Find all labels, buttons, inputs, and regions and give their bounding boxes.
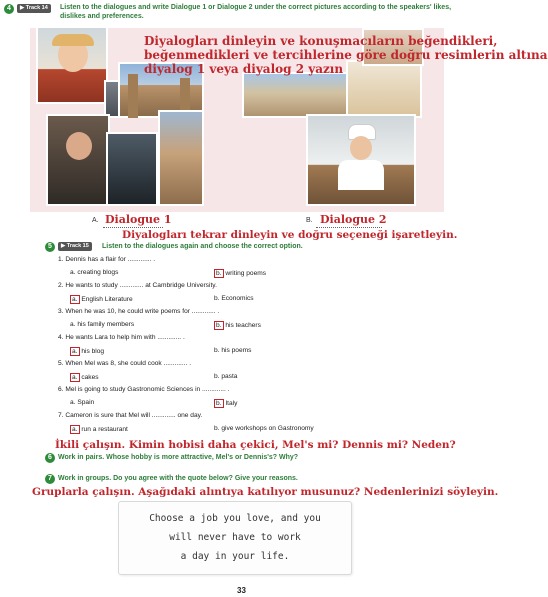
question-4-option-b[interactable]: b. his poems — [214, 347, 252, 354]
selected-answer-marker: b. — [216, 322, 222, 329]
question-4-stem: 4. He wants Lara to help him with ............. . — [58, 334, 185, 341]
photo-tablet-user — [106, 132, 158, 206]
question-4-option-a[interactable]: a. his blog — [72, 348, 105, 355]
boy-hair-shape — [52, 34, 94, 46]
question-2-option-b[interactable]: b. Economics — [214, 295, 254, 302]
selected-answer-marker: a. — [72, 348, 78, 355]
label-b: B. — [306, 217, 313, 224]
track-15-label: Track 15 — [66, 243, 89, 249]
label-a: A. — [92, 217, 99, 224]
question-7-stem: 7. Cameron is sure that Mel will ............. one day. — [58, 412, 203, 419]
question-1-stem: 1. Dennis has a flair for ............. . — [58, 256, 156, 263]
question-1-option-a[interactable]: a. creating blogs — [70, 269, 119, 276]
photo-italian-palace — [242, 72, 350, 118]
audio-icon: ▶ — [20, 5, 25, 11]
photo-boy-with-glasses — [36, 26, 108, 104]
question-6-stem: 6. Mel is going to study Gastronomic Sciences in ............. . — [58, 386, 230, 393]
page-number: 33 — [237, 586, 246, 595]
photo-college-street — [158, 110, 204, 206]
chef-jacket-shape — [338, 160, 384, 190]
exercise-4-translation — [144, 34, 548, 76]
translation-line-1: Diyalogları dinleyin ve konuşmacıların beğendikleri, — [144, 34, 498, 48]
selected-answer-marker: a. — [72, 374, 78, 381]
selected-answer-marker: b. — [216, 270, 222, 277]
exercise-4-instruction: Listen to the dialogues and write Dialogue 1 or Dialogue 2 under the correct pictures according to the speakers' likes, dislikes and preferences. — [60, 4, 452, 20]
selected-answer-marker: a. — [72, 426, 78, 433]
question-3-option-a[interactable]: a. his family members — [70, 321, 135, 328]
exercise-5-translation: Diyalogları tekrar dinleyin ve doğru seçeneği işaretleyin. — [122, 229, 458, 241]
quote-line-3: a day in your life. — [180, 551, 290, 562]
selected-answer-marker: b. — [216, 400, 222, 407]
answer-line-b — [316, 227, 382, 228]
chef-face-shape — [350, 136, 372, 160]
audio-icon: ▶ — [61, 243, 66, 249]
question-7-option-b[interactable]: b. give workshops on Gastronomy — [214, 425, 314, 432]
translation-line-2: beğenmedikleri ve tercihlerine göre doğru resimlerin altına — [144, 48, 548, 62]
selected-answer-marker: a. — [72, 296, 78, 303]
question-5-stem: 5. When Mel was 8, she could cook ............. . — [58, 360, 192, 367]
question-1-option-b[interactable]: b. writing poems — [216, 270, 267, 277]
exercise-7-translation: Gruplarla çalışın. Aşağıdaki alıntıya katılıyor musunuz? Nedenlerinizi söyleyin. — [32, 486, 499, 498]
exercise-4-number: 4 — [4, 4, 14, 14]
question-6-option-a[interactable]: a. Spain — [70, 399, 95, 406]
photo-writer-at-desk — [46, 114, 110, 206]
exercise-7-number: 7 — [45, 474, 55, 484]
exercise-6-translation: İkili çalışın. Kimin hobisi daha çekici, Mel's mi? Dennis mi? Neden? — [55, 439, 456, 451]
question-6-option-b[interactable]: b. Italy — [216, 400, 238, 407]
translation-line-3: diyalog 1 veya diyalog 2 yazın — [144, 62, 344, 76]
exercise-5-number: 5 — [45, 242, 55, 252]
question-5-option-a[interactable]: a. cakes — [72, 374, 99, 381]
track-15-badge[interactable] — [58, 242, 92, 251]
tower-shape — [128, 74, 138, 118]
quote-card — [118, 501, 352, 575]
question-3-option-b[interactable]: b. his teachers — [216, 322, 261, 329]
answer-line-a — [103, 227, 163, 228]
question-7-option-a[interactable]: a. run a restaurant — [72, 426, 128, 433]
exercise-6-number: 6 — [45, 453, 55, 463]
question-5-option-b[interactable]: b. pasta — [214, 373, 238, 380]
answer-a[interactable]: Dialogue 1 — [105, 213, 172, 226]
track-14-label: Track 14 — [25, 5, 48, 11]
exercise-6-instruction: Work in pairs. Whose hobby is more attractive, Mel's or Dennis's? Why? — [58, 454, 299, 461]
exercise-7-instruction: Work in groups. Do you agree with the quote below? Give your reasons. — [58, 475, 298, 482]
question-2-option-a[interactable]: a. English Literature — [72, 296, 133, 303]
quote-line-2: will never have to work — [169, 532, 301, 543]
quote-line-1: Choose a job you love, and you — [149, 513, 321, 524]
photo-chef-in-kitchen — [306, 114, 416, 206]
man-head-shape — [66, 132, 92, 160]
question-2-stem: 2. He wants to study ............. at Cambridge University. — [58, 282, 217, 289]
answer-b[interactable]: Dialogue 2 — [320, 213, 387, 226]
question-3-stem: 3. When he was 10, he could write poems for ............. . — [58, 308, 220, 315]
track-14-badge[interactable] — [17, 4, 51, 13]
exercise-5-instruction: Listen to the dialogues again and choose the correct option. — [102, 243, 303, 250]
